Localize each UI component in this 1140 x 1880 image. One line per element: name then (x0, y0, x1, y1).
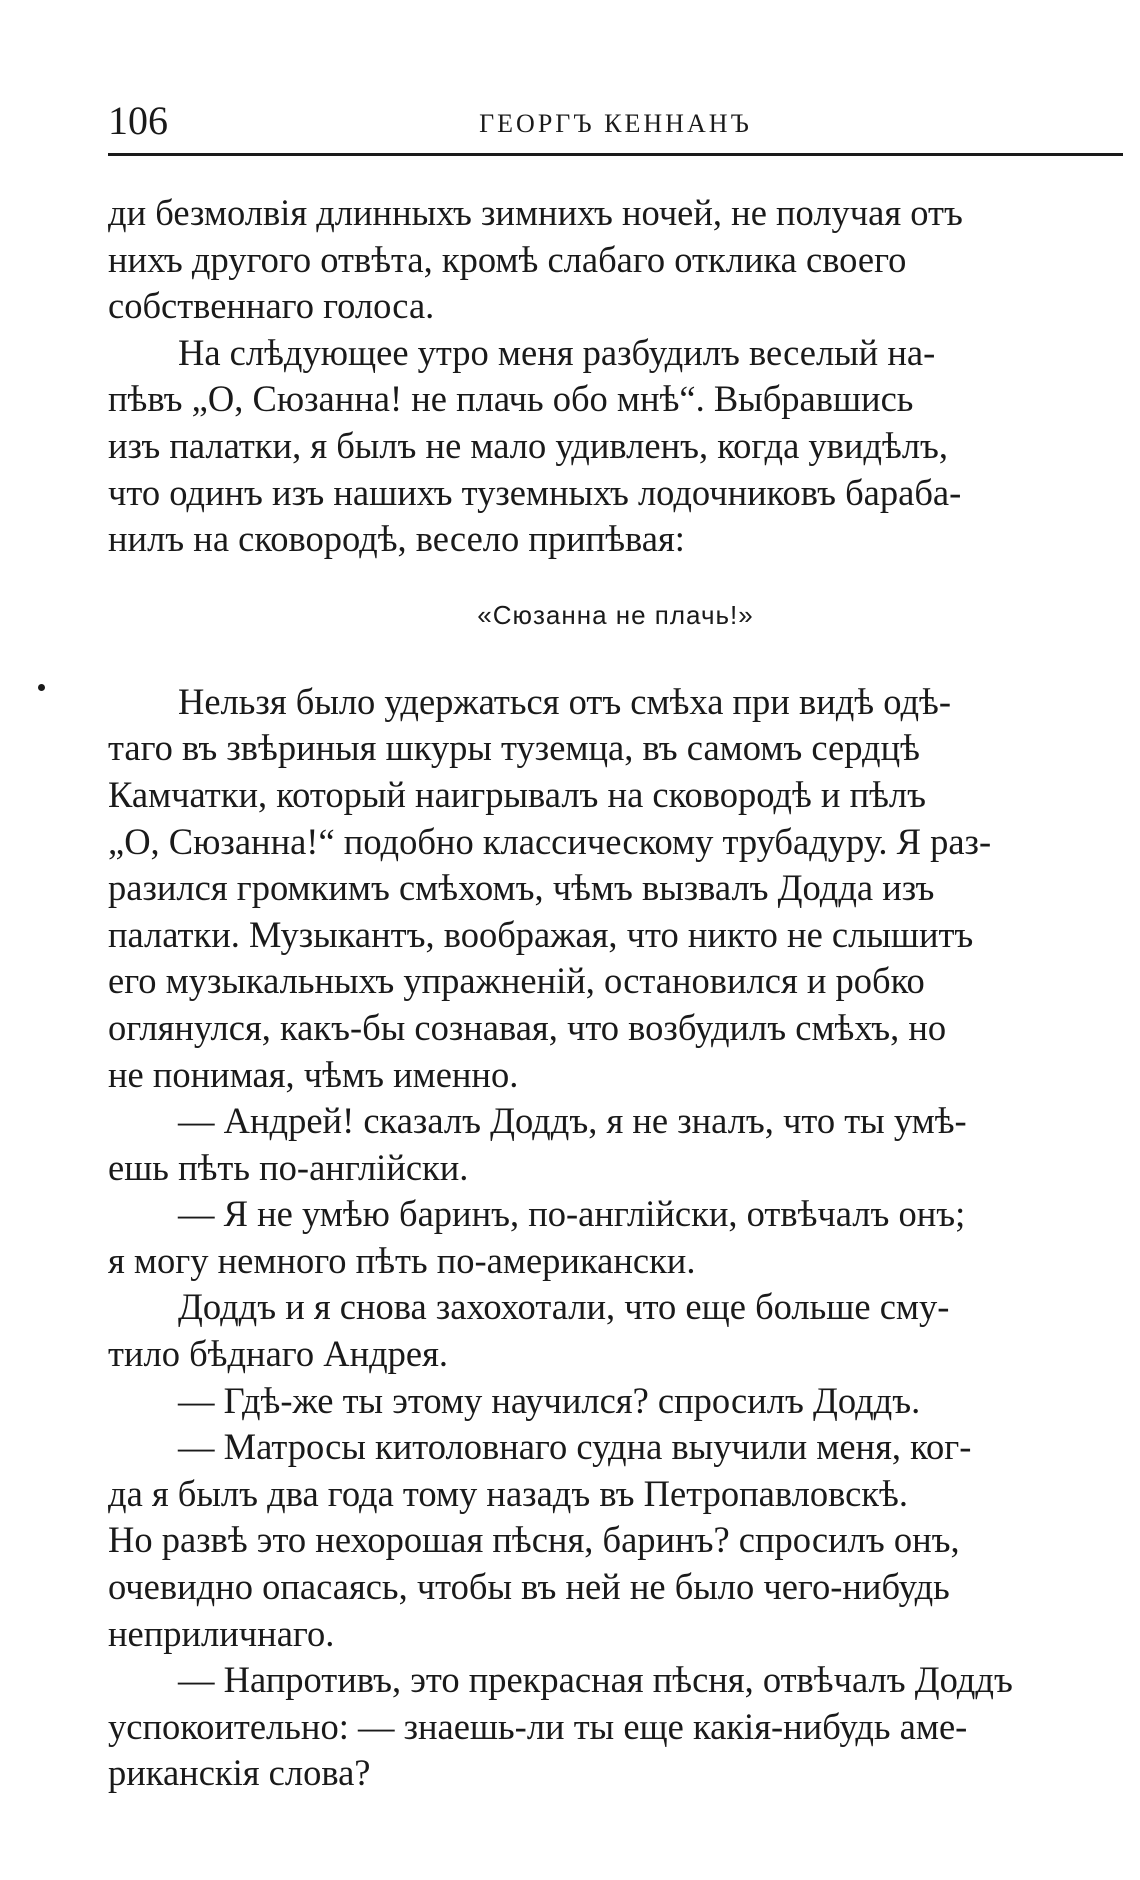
dialogue-dodd-question: — Гдѣ-же ты этому научился? спросилъ Доддъ. (178, 1379, 921, 1421)
verse-quote: «Сюзанна не плачь!» (477, 599, 754, 630)
page-number: 106 (108, 98, 168, 143)
paragraph-2: На слѣдующее утро меня разбудилъ веселый на- пѣвъ „О, Сюзанна! не плачь обо мнѣ“. Выбравшись изъ палатки, я былъ не мало удивленъ, когда увидѣлъ, что одинъ изъ нашихъ туземныхъ лодочниковъ бараба- нилъ на сковородѣ, весело припѣвая: (108, 331, 962, 560)
paragraph-3: Нельзя было удержаться отъ смѣха при видѣ одѣ- таго въ звѣриныя шкуры туземца, въ самомъ сердцѣ Камчатки, который наигрывалъ на сковородѣ и пѣлъ „О, Сюзанна!“ подобно классическому трубадуру. Я раз- разился громкимъ смѣхомъ, чѣмъ вызвалъ Додда изъ палатки. Музыкантъ, воображая, что никто не слышитъ его музыкальныхъ упражненій, остановился и робко оглянулся, какъ-бы сознавая, что возбудилъ смѣхъ, но не понимая, чѣмъ именно. (108, 680, 992, 1095)
dialogue-dodd-reply: — Напротивъ, это прекрасная пѣсня, отвѣчалъ Доддъ успокоительно: — знаешь-ли ты еще какія-нибудь аме- риканскія слова? (108, 1659, 1013, 1794)
paragraph-1: ди безмолвія длинныхъ зимнихъ ночей, не получая отъ нихъ другого отвѣта, кромѣ слабаго отклика своего собственнаго голоса. (108, 192, 963, 327)
running-title: ГЕОРГЪ КЕННАНЪ (479, 109, 752, 138)
dialogue-andrey-question: — Андрей! сказалъ Доддъ, я не зналъ, что ты умѣ- ешь пѣть по-англійски. (108, 1100, 967, 1188)
paragraph-laughter: Доддъ и я снова захохотали, что еще больше сму- тило бѣднаго Андрея. (108, 1286, 950, 1375)
dialogue-andrey-reply: — Я не умѣю баринъ, по-англійски, отвѣчалъ онъ; я могу немного пѣть по-американски. (108, 1193, 966, 1281)
page-header (108, 96, 1123, 156)
dialogue-sailors: — Матросы китоловнаго судна выучили меня, ког- да я былъ два года тому назадъ въ Петропавловскѣ. Но развѣ это нехорошая пѣсня, баринъ? спросилъ онъ, очевидно опасаясь, чтобы въ ней не было чего-нибудь неприличнаго. (108, 1426, 972, 1654)
body-text (108, 190, 1123, 1797)
margin-ink-dot (38, 684, 45, 691)
header-rule (108, 153, 1123, 156)
